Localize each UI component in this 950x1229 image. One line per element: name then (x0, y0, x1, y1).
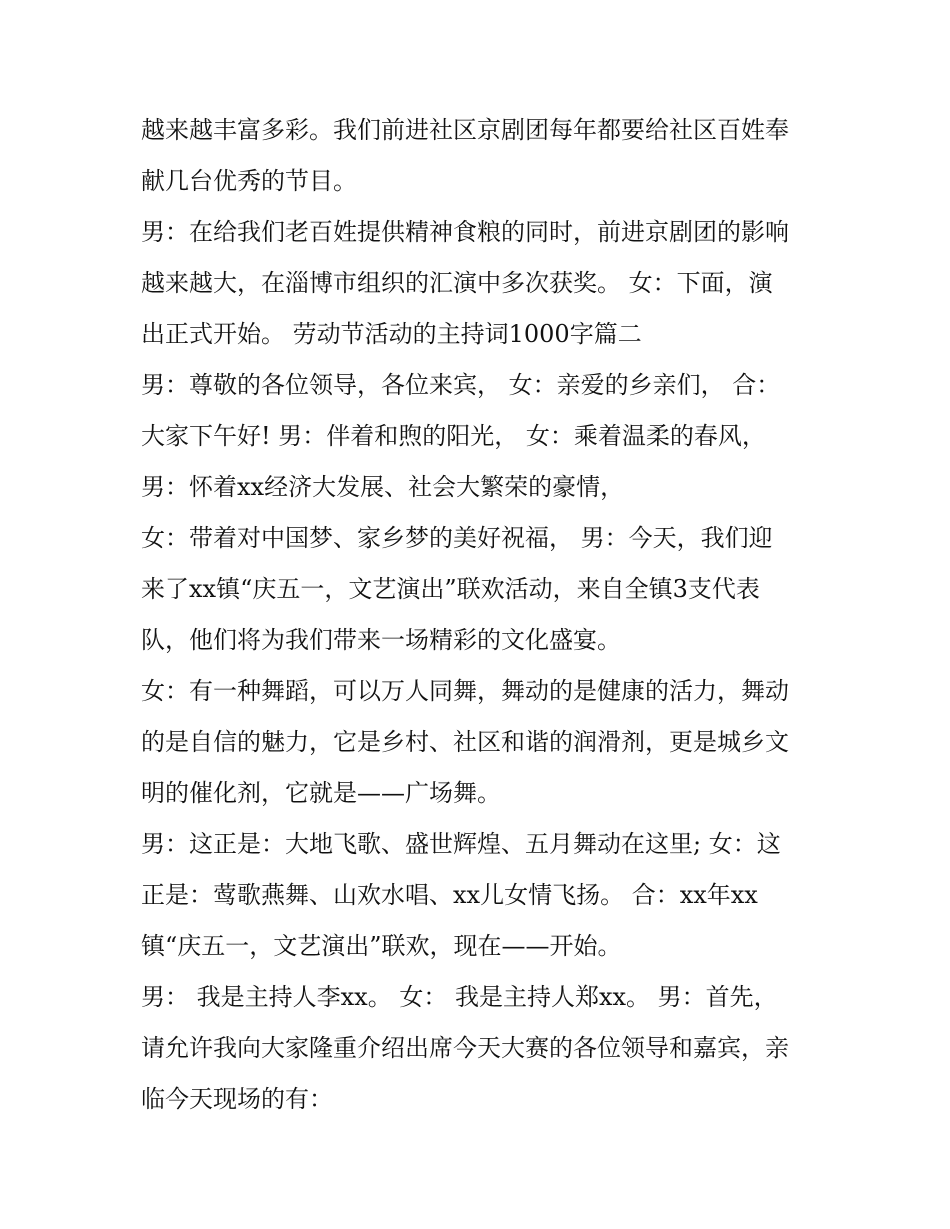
text-line: 男：在给我们老百姓提供精神食粮的同时，前进京剧团的影响 (141, 218, 789, 246)
text-line: 男： 我是主持人李xx。 女： 我是主持人郑xx。 男：首先， (141, 983, 778, 1011)
text-line: 的是自信的魅力，它是乡村、社区和谐的润滑剂，更是城乡文 (141, 728, 789, 756)
text-line: 越来越丰富多彩。我们前进社区京剧团每年都要给社区百姓奉 (141, 116, 789, 144)
text-line: 出正式开始。 劳动节活动的主持词1000字篇二 (141, 320, 642, 348)
text-line: 明的催化剂，它就是——广场舞。 (141, 779, 501, 807)
text-line: 男：尊敬的各位领导，各位来宾， 女：亲爱的乡亲们， 合： (141, 371, 781, 399)
text-line: 男：怀着xx经济大发展、社会大繁荣的豪情， (141, 473, 625, 501)
text-line: 越来越大，在淄博市组织的汇演中多次获奖。 女：下面，演 (141, 269, 773, 297)
text-line: 女：有一种舞蹈，可以万人同舞，舞动的是健康的活力，舞动 (141, 677, 789, 705)
text-line: 来了xx镇“庆五一，文艺演出”联欢活动，来自全镇3支代表 (141, 575, 760, 603)
document-body (141, 105, 831, 1125)
text-line: 男：这正是：大地飞歌、盛世辉煌、五月舞动在这里; 女：这 (141, 830, 781, 858)
text-line: 临今天现场的有： (141, 1085, 333, 1113)
text-line: 镇“庆五一，文艺演出”联欢，现在——开始。 (141, 932, 622, 960)
text-line: 大家下午好! 男：伴着和煦的阳光， 女：乘着温柔的春风， (141, 422, 766, 450)
text-line: 献几台优秀的节目。 (141, 167, 357, 195)
text-line: 请允许我向大家隆重介绍出席今天大赛的各位领导和嘉宾，亲 (141, 1034, 789, 1062)
text-line: 女：带着对中国梦、家乡梦的美好祝福， 男：今天，我们迎 (141, 524, 773, 552)
text-line: 正是：莺歌燕舞、山欢水唱、xx儿女情飞扬。 合：xx年xx (141, 881, 758, 909)
text-line: 队，他们将为我们带来一场精彩的文化盛宴。 (141, 626, 621, 654)
